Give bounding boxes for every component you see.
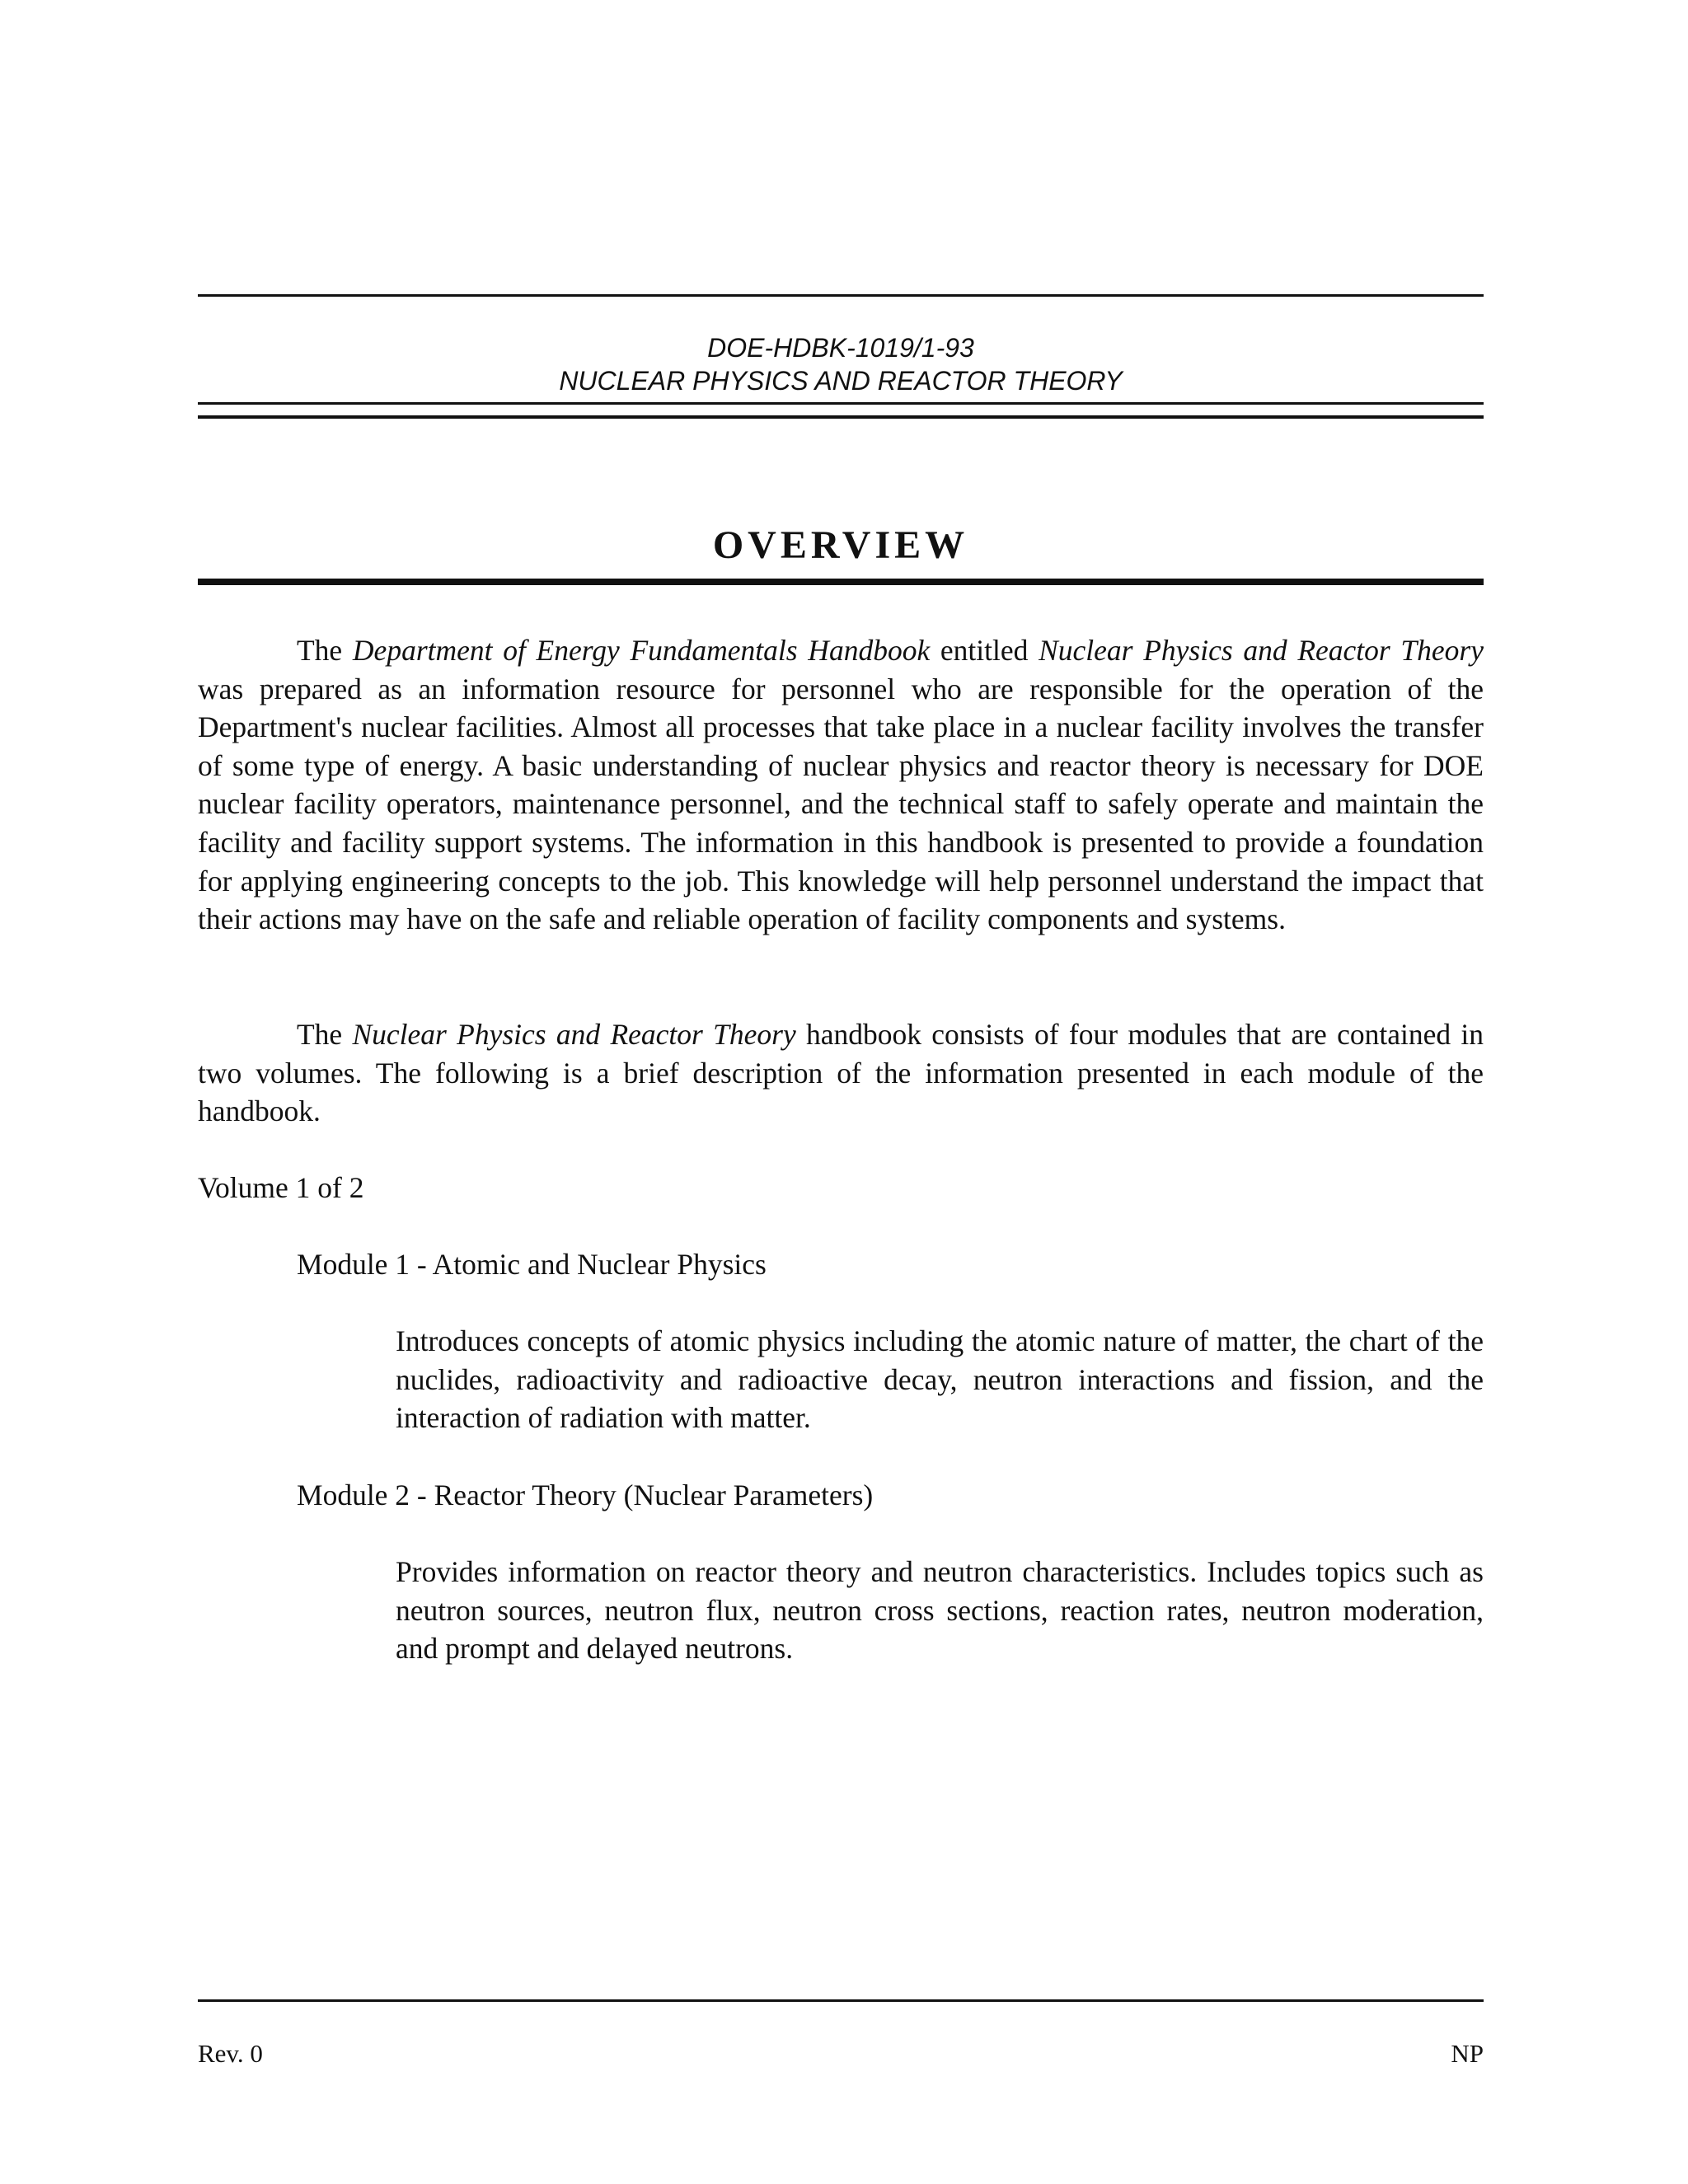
volume-label: Volume 1 of 2	[198, 1171, 364, 1204]
intro-handbook-series: Department of Energy Fundamentals Handbook	[352, 634, 931, 667]
intro-paragraph	[198, 631, 1484, 939]
modules-text-2: handbook consists of four modules that are contained in two volumes. The following is a brief description of the information presented in each module of the handbook.	[198, 1018, 1484, 1128]
module-1-description: Introduces concepts of atomic physics including the atomic nature of matter, the chart of the nuclides, radioactivity and radioactive decay, neutron interactions and fission, and the interaction of radiation with matter.	[396, 1324, 1484, 1435]
header-top-rule	[198, 294, 1484, 297]
section-title: OVERVIEW	[712, 523, 969, 567]
intro-text-3: was prepared as an information resource for personnel who are responsible for the operation of the Department's nuclear facilities. Almost all processes that take place in a nuclear facility involves the transfer of some type of energy. A basic understanding of nuclear physics and reactor theory is necessary for DOE nuclear facility operators, maintenance personnel, and the technical staff to safely operate and maintain the facility and facility support systems. The information in this handbook is presented to provide a foundation for applying engineering concepts to the job. This knowledge will help personnel understand the impact that their actions may have on the safe and reliable operation of facility components and systems.	[198, 672, 1484, 936]
module-2-description: Provides information on reactor theory and neutron characteristics. Includes topics such as neutron sources, neutron flux, neutron cross sections, reaction rates, neutron moderation, and prompt and delayed neutrons.	[396, 1555, 1484, 1666]
module-2-title: Module 2 - Reactor Theory (Nuclear Parameters)	[297, 1479, 874, 1511]
header-doc-title: NUCLEAR PHYSICS AND REACTOR THEORY	[559, 366, 1123, 396]
modules-handbook-title: Nuclear Physics and Reactor Theory	[352, 1018, 796, 1051]
footer-code: NP	[1451, 2039, 1484, 2068]
title-underline-rule	[198, 579, 1484, 585]
intro-text-1: The	[297, 634, 353, 667]
intro-text-2: entitled	[930, 634, 1039, 667]
intro-handbook-title: Nuclear Physics and Reactor Theory	[1039, 634, 1484, 667]
module-1-title: Module 1 - Atomic and Nuclear Physics	[297, 1248, 767, 1281]
footer-rule	[198, 1999, 1484, 2002]
modules-text-1: The	[297, 1018, 353, 1051]
header-double-rule-lower	[198, 415, 1484, 419]
header-doc-number: DOE-HDBK-1019/1-93	[707, 333, 974, 363]
footer-revision: Rev. 0	[198, 2039, 263, 2068]
header-double-rule-upper	[198, 402, 1484, 405]
modules-paragraph	[198, 1015, 1484, 1131]
